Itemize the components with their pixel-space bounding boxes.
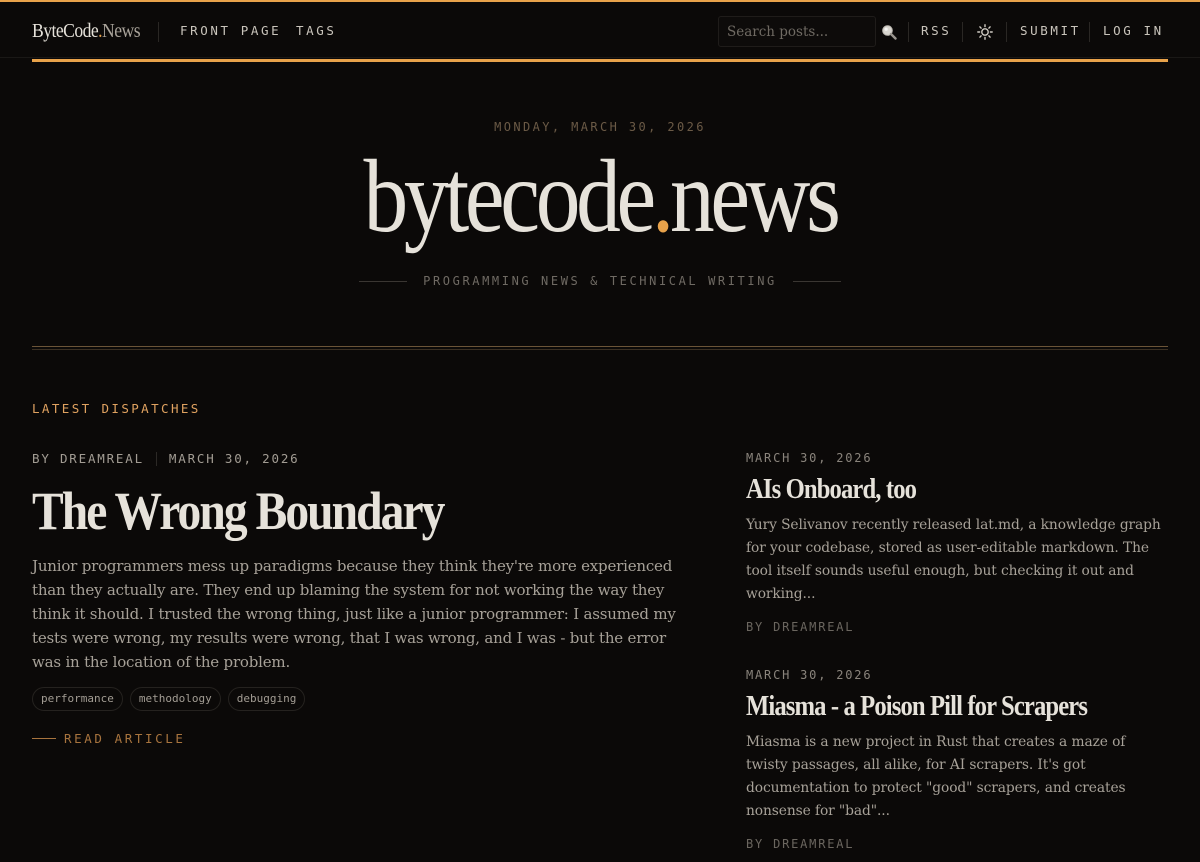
featured-author[interactable]: BY DREAMREAL <box>32 451 144 466</box>
nav-divider <box>1089 22 1090 42</box>
nav-tags[interactable]: TAGS <box>296 23 337 38</box>
nav-divider <box>962 22 963 42</box>
masthead-title <box>0 140 1200 254</box>
nav-divider <box>908 22 909 42</box>
side-post-excerpt: Yury Selivanov recently released lat.md, a knowledge graph for your codebase, stored as user-editable markdown. The tool itself sounds useful enough, but checking it out and working... <box>746 517 1161 602</box>
read-more-rule <box>32 738 56 739</box>
side-post-excerpt: Miasma is a new project in Rust that creates a maze of twisty passages, all alike, for AI scrapers. It's got documentation to protect "good" scrapers, and creates nonsense for "bad"... <box>746 734 1126 819</box>
side-post-date: MARCH 30, 2026 <box>746 451 873 465</box>
masthead-tagline-row <box>0 274 1200 288</box>
section-heading: LATEST DISPATCHES <box>32 401 201 416</box>
masthead-title-dot: . <box>651 139 670 254</box>
search-icon[interactable] <box>881 24 897 40</box>
search-input[interactable] <box>718 16 876 47</box>
logo-text-news: News <box>102 20 141 42</box>
side-post-author[interactable]: BY DREAMREAL <box>746 837 855 851</box>
side-post-title[interactable]: Miasma - a Poison Pill for Scrapers <box>746 691 1088 722</box>
masthead-title-news: news <box>669 139 837 254</box>
masthead-title-bytecode: bytecode <box>363 139 652 254</box>
tag-debugging[interactable]: debugging <box>228 687 306 711</box>
meta-divider <box>156 452 157 466</box>
tag-performance[interactable]: performance <box>32 687 123 711</box>
tagline-rule-left <box>359 281 407 282</box>
masthead-date: MONDAY, MARCH 30, 2026 <box>494 120 706 134</box>
side-post <box>746 451 1176 634</box>
masthead-tagline: PROGRAMMING NEWS & TECHNICAL WRITING <box>423 274 777 288</box>
tagline-rule-right <box>793 281 841 282</box>
side-post-author[interactable]: BY DREAMREAL <box>746 620 855 634</box>
logo-text-bytecode: ByteCode <box>32 20 99 42</box>
nav-rss[interactable]: RSS <box>921 23 952 38</box>
nav-login[interactable]: LOG IN <box>1103 23 1164 38</box>
featured-title[interactable]: The Wrong Boundary <box>32 481 444 541</box>
side-post <box>746 668 1176 851</box>
logo-dot: . <box>98 20 103 42</box>
site-logo[interactable] <box>32 20 140 43</box>
nav-accent-underline <box>32 59 1168 62</box>
featured-meta <box>32 451 299 466</box>
side-post-date: MARCH 30, 2026 <box>746 668 873 682</box>
top-navigation <box>0 2 1200 58</box>
featured-date: MARCH 30, 2026 <box>168 451 300 466</box>
read-article-label: READ ARTICLE <box>64 731 186 746</box>
side-post-title[interactable]: AIs Onboard, too <box>746 474 917 505</box>
nav-divider <box>1006 22 1007 42</box>
featured-tags <box>32 687 305 711</box>
nav-front-page[interactable]: FRONT PAGE <box>180 23 282 38</box>
nav-divider <box>158 22 159 42</box>
section-divider <box>32 346 1168 347</box>
nav-submit[interactable]: SUBMIT <box>1020 23 1081 38</box>
featured-excerpt: Junior programmers mess up paradigms because they think they're more experienced than they actually are. They end up blaming the system for not working the way they think it should. I trusted the wrong thing, just like a junior programmer: I assumed my tests were wrong, my results were wrong, that I was wrong, and I was - but the error was in the location of the problem. <box>32 557 676 671</box>
tag-methodology[interactable]: methodology <box>130 687 221 711</box>
read-article-link[interactable] <box>32 731 186 746</box>
section-divider <box>32 349 1168 350</box>
sun-icon[interactable] <box>977 24 993 40</box>
